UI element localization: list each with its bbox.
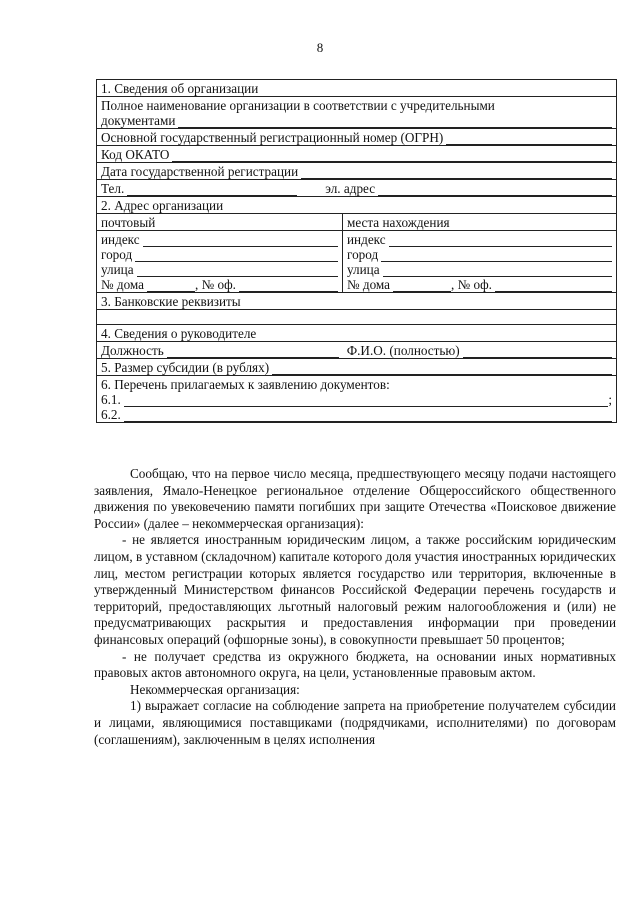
location-address-header: места нахождения bbox=[343, 214, 617, 231]
section-6-title: 6. Перечень прилагаемых к заявлению документов: bbox=[101, 377, 390, 392]
paragraph-no-budget-funds: - не получает средства из окружного бюджета, на основании иных нормативных правовых актов автономного округа, на цели, установленные правовым актом. bbox=[94, 648, 616, 681]
location-street-blank[interactable] bbox=[383, 265, 612, 277]
head-field: Должность Ф.И.О. (полностью) bbox=[97, 342, 617, 359]
tel-blank[interactable] bbox=[127, 184, 297, 196]
application-form-table bbox=[96, 79, 617, 423]
paragraph-not-foreign-entity: - не является иностранным юридическим лицом, а также российским юридическим лицом, в уставном (складочном) капитале которого доля участия иностранных юридических лиц, местом регистрации которых является государство или территория, включенные в утвержденный Министерством финансов Российской Федерации перечень государств и территорий, предоставляющих льготный налоговый режим налогообложения и (или) не предусматривающих раскрытия и предоставления информации при проведении финансовых операций (офшорные зоны), в совокупности превышает 50 процентов; bbox=[94, 532, 616, 647]
section-4-title: 4. Сведения о руководителе bbox=[97, 325, 617, 342]
postal-office-blank[interactable] bbox=[239, 280, 338, 292]
contacts-field: Тел. эл. адрес bbox=[97, 180, 617, 197]
reg-date-field: Дата государственной регистрации bbox=[97, 163, 617, 180]
postal-street-blank[interactable] bbox=[137, 265, 338, 277]
documents-list: 6. Перечень прилагаемых к заявлению документов: 6.1. ; 6.2. bbox=[97, 376, 617, 423]
section-1-title: 1. Сведения об организации bbox=[97, 80, 617, 97]
postal-city-blank[interactable] bbox=[135, 250, 338, 262]
document-2-blank[interactable] bbox=[124, 410, 612, 422]
bank-details-blank[interactable] bbox=[97, 310, 617, 325]
postal-index-blank[interactable] bbox=[143, 235, 338, 247]
location-house-blank[interactable] bbox=[393, 280, 451, 292]
paragraph-organization: Некоммерческая организация: bbox=[130, 681, 300, 697]
position-blank[interactable] bbox=[167, 346, 339, 358]
location-office-blank[interactable] bbox=[495, 280, 612, 292]
page-number: 8 bbox=[316, 40, 324, 55]
ogrn-blank[interactable] bbox=[446, 133, 612, 145]
ogrn-field: Основной государственный регистрационный номер (ОГРН) bbox=[97, 129, 617, 146]
paragraph-intro: Сообщаю, что на первое число месяца, предшествующего месяцу подачи настоящего заявления, Ямало-Ненецкое региональное отделение Общероссийского общественного движения по увековечению памяти погибших при защите Отечества «Поисковое движение России» (далее – некоммерческая организация): bbox=[94, 466, 616, 531]
fio-blank[interactable] bbox=[463, 346, 612, 358]
postal-address-fields: индекс город улица № дома , № оф. bbox=[97, 231, 343, 293]
subsidy-amount-blank[interactable] bbox=[272, 363, 612, 375]
okato-field: Код ОКАТО bbox=[97, 146, 617, 163]
location-index-blank[interactable] bbox=[389, 235, 612, 247]
postal-house-blank[interactable] bbox=[147, 280, 195, 292]
document-1-blank[interactable] bbox=[124, 395, 609, 407]
reg-date-blank[interactable] bbox=[301, 167, 612, 179]
section-3-title: 3. Банковские реквизиты bbox=[97, 293, 617, 310]
full-name-field: Полное наименование организации в соответствии с учредительными документами bbox=[97, 97, 617, 129]
okato-blank[interactable] bbox=[172, 150, 612, 162]
full-name-blank[interactable] bbox=[178, 116, 612, 128]
declaration-text bbox=[94, 466, 616, 748]
location-city-blank[interactable] bbox=[381, 250, 612, 262]
paragraph-consent: 1) выражает согласие на соблюдение запрета на приобретение получателем субсидии и лицами, являющимися поставщиками (подрядчиками, исполнителями) по договорам (соглашениям), заключенным в целях исполнения bbox=[94, 698, 616, 747]
location-address-fields: индекс город улица № дома , № оф. bbox=[343, 231, 617, 293]
section-2-title: 2. Адрес организации bbox=[97, 197, 617, 214]
subsidy-field: 5. Размер субсидии (в рублях) bbox=[97, 359, 617, 376]
postal-address-header: почтовый bbox=[97, 214, 343, 231]
email-blank[interactable] bbox=[378, 184, 612, 196]
